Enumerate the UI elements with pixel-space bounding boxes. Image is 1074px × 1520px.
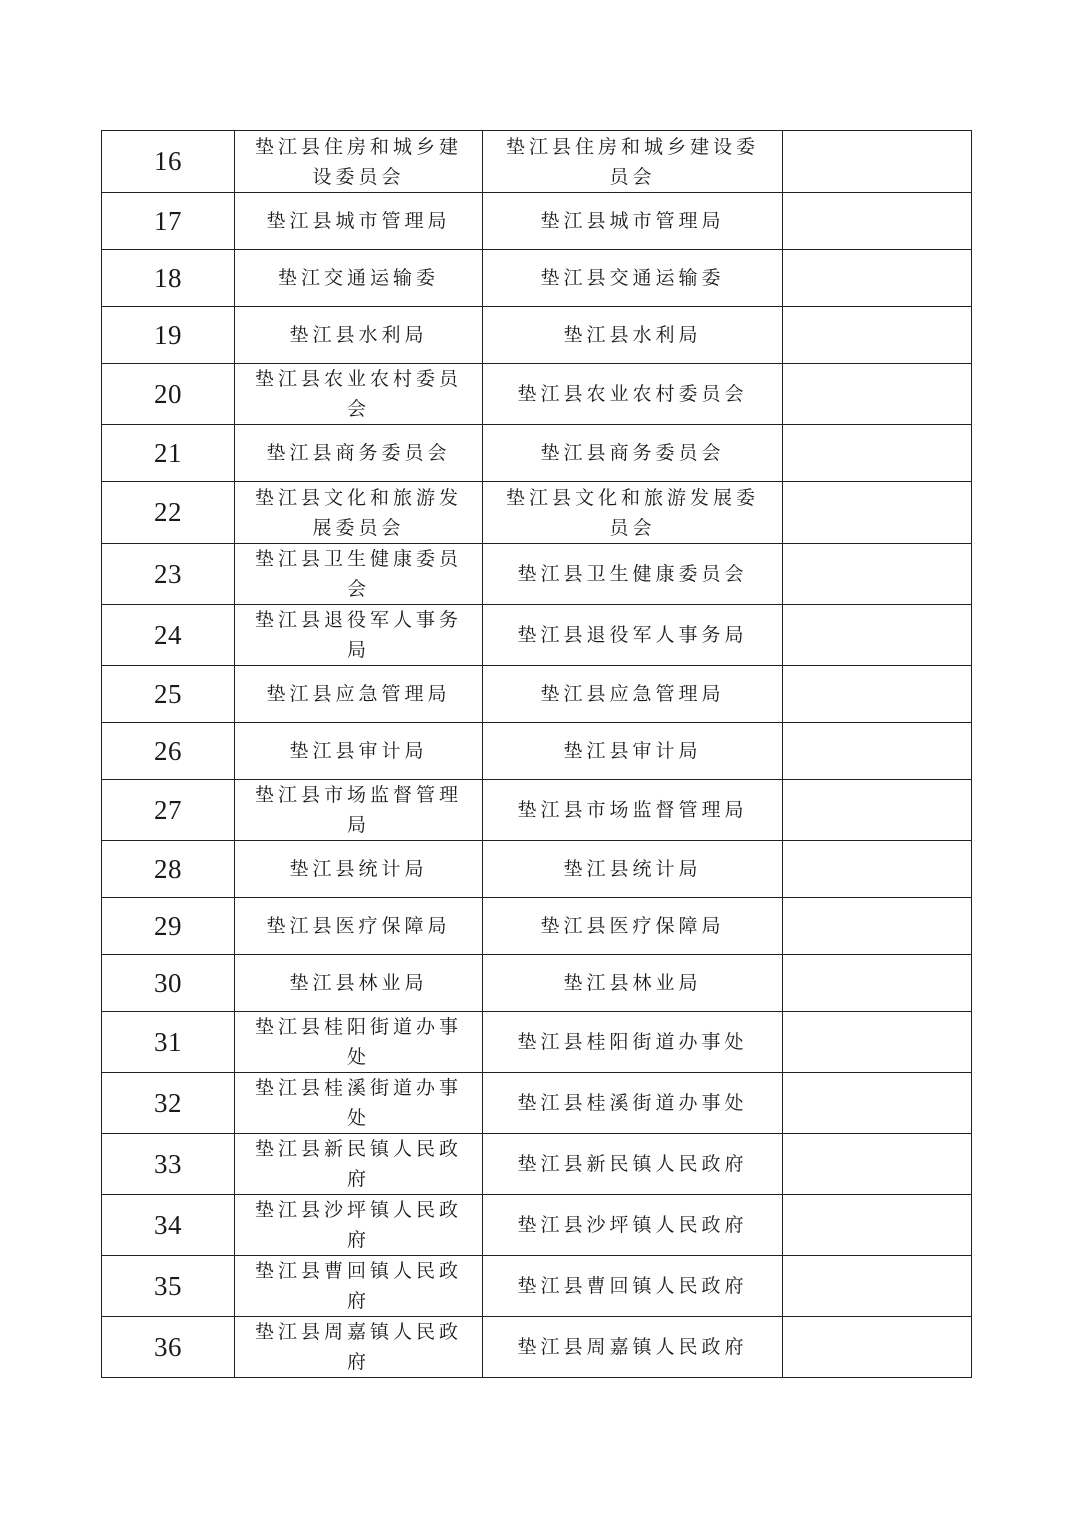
unit-name-confirmed: 垫江县住房和城乡建设委员会 — [505, 135, 759, 188]
table-row — [102, 250, 972, 307]
unit-name-confirmed-cell — [483, 1317, 783, 1378]
note-cell — [783, 250, 972, 307]
unit-name-confirmed-cell — [483, 1012, 783, 1073]
unit-name-cell — [235, 364, 483, 425]
unit-name-confirmed: 垫江县审计局 — [563, 740, 702, 762]
unit-name-confirmed-cell — [483, 1195, 783, 1256]
unit-name-cell — [235, 1256, 483, 1317]
unit-name-confirmed-cell — [483, 780, 783, 841]
table-row — [102, 544, 972, 605]
unit-name-cell — [235, 780, 483, 841]
unit-name: 垫江县林业局 — [289, 972, 428, 994]
unit-name-confirmed: 垫江县文化和旅游发展委员会 — [505, 486, 759, 539]
row-number: 32 — [102, 1073, 235, 1134]
row-number: 35 — [102, 1256, 235, 1317]
unit-name-confirmed: 垫江县市场监督管理局 — [517, 799, 748, 821]
unit-name: 垫江县市场监督管理局 — [254, 784, 462, 836]
unit-name-confirmed: 垫江县应急管理局 — [540, 683, 725, 705]
unit-name-cell — [235, 1012, 483, 1073]
unit-name-confirmed: 垫江县水利局 — [563, 324, 702, 346]
note-cell — [783, 482, 972, 544]
unit-name-confirmed: 垫江县退役军人事务局 — [517, 624, 748, 646]
table-row — [102, 131, 972, 193]
row-number: 25 — [102, 666, 235, 723]
row-number: 26 — [102, 723, 235, 780]
note-cell — [783, 1012, 972, 1073]
unit-name-cell — [235, 1317, 483, 1378]
table-row — [102, 425, 972, 482]
unit-name: 垫江交通运输委 — [277, 267, 439, 289]
row-number: 31 — [102, 1012, 235, 1073]
table-row — [102, 1195, 972, 1256]
unit-name-confirmed: 垫江县新民镇人民政府 — [517, 1153, 748, 1175]
unit-name: 垫江县文化和旅游发展委员会 — [254, 486, 462, 539]
unit-name-cell — [235, 250, 483, 307]
unit-name-cell — [235, 307, 483, 364]
table-row — [102, 1073, 972, 1134]
unit-name-confirmed-cell — [483, 307, 783, 364]
unit-name-confirmed: 垫江县林业局 — [563, 972, 702, 994]
unit-name-confirmed: 垫江县桂阳街道办事处 — [517, 1031, 748, 1053]
unit-name-confirmed-cell — [483, 1134, 783, 1195]
unit-name-cell — [235, 666, 483, 723]
note-cell — [783, 723, 972, 780]
unit-name-confirmed: 垫江县曹回镇人民政府 — [517, 1275, 748, 1297]
row-number: 16 — [102, 131, 235, 193]
unit-name-confirmed-cell — [483, 955, 783, 1012]
note-cell — [783, 544, 972, 605]
note-cell — [783, 364, 972, 425]
row-number: 36 — [102, 1317, 235, 1378]
row-number: 24 — [102, 605, 235, 666]
note-cell — [783, 1195, 972, 1256]
unit-name: 垫江县周嘉镇人民政府 — [254, 1321, 462, 1373]
note-cell — [783, 425, 972, 482]
unit-name-confirmed: 垫江县卫生健康委员会 — [517, 563, 748, 585]
unit-name: 垫江县住房和城乡建设委员会 — [254, 135, 462, 188]
unit-table — [101, 130, 972, 1378]
unit-name-confirmed-cell — [483, 723, 783, 780]
unit-name-confirmed: 垫江县交通运输委 — [540, 267, 725, 289]
unit-name-confirmed: 垫江县商务委员会 — [540, 442, 725, 464]
unit-name-confirmed: 垫江县医疗保障局 — [540, 915, 725, 937]
unit-name-cell — [235, 955, 483, 1012]
note-cell — [783, 605, 972, 666]
table-row — [102, 723, 972, 780]
unit-name-cell — [235, 841, 483, 898]
note-cell — [783, 898, 972, 955]
row-number: 34 — [102, 1195, 235, 1256]
row-number: 19 — [102, 307, 235, 364]
note-cell — [783, 131, 972, 193]
row-number: 22 — [102, 482, 235, 544]
unit-name-confirmed-cell — [483, 250, 783, 307]
unit-name: 垫江县卫生健康委员会 — [254, 548, 462, 600]
unit-name-confirmed: 垫江县周嘉镇人民政府 — [517, 1336, 748, 1358]
unit-name-confirmed: 垫江县城市管理局 — [540, 210, 725, 232]
table-row — [102, 193, 972, 250]
table-row — [102, 1317, 972, 1378]
note-cell — [783, 1134, 972, 1195]
unit-name-cell — [235, 544, 483, 605]
unit-name-cell — [235, 1195, 483, 1256]
row-number: 33 — [102, 1134, 235, 1195]
unit-name-cell — [235, 482, 483, 544]
unit-name: 垫江县农业农村委员会 — [254, 368, 462, 420]
unit-name-confirmed-cell — [483, 425, 783, 482]
table-row — [102, 364, 972, 425]
unit-name: 垫江县商务委员会 — [266, 442, 451, 464]
unit-name-confirmed-cell — [483, 841, 783, 898]
unit-table-body — [102, 131, 972, 1378]
row-number: 23 — [102, 544, 235, 605]
unit-name-confirmed-cell — [483, 193, 783, 250]
unit-name: 垫江县医疗保障局 — [266, 915, 451, 937]
row-number: 28 — [102, 841, 235, 898]
unit-name: 垫江县应急管理局 — [266, 683, 451, 705]
row-number: 30 — [102, 955, 235, 1012]
unit-name: 垫江县新民镇人民政府 — [254, 1138, 462, 1190]
table-row — [102, 1134, 972, 1195]
note-cell — [783, 841, 972, 898]
note-cell — [783, 307, 972, 364]
note-cell — [783, 1317, 972, 1378]
unit-name-confirmed-cell — [483, 898, 783, 955]
unit-name-cell — [235, 131, 483, 193]
table-row — [102, 605, 972, 666]
table-row — [102, 666, 972, 723]
row-number: 29 — [102, 898, 235, 955]
note-cell — [783, 1073, 972, 1134]
unit-name: 垫江县沙坪镇人民政府 — [254, 1199, 462, 1251]
unit-name-confirmed-cell — [483, 364, 783, 425]
unit-name-cell — [235, 1134, 483, 1195]
unit-name: 垫江县曹回镇人民政府 — [254, 1260, 462, 1312]
unit-name-cell — [235, 425, 483, 482]
unit-name-confirmed: 垫江县桂溪街道办事处 — [517, 1092, 748, 1114]
note-cell — [783, 666, 972, 723]
unit-name-confirmed-cell — [483, 1073, 783, 1134]
unit-name-confirmed-cell — [483, 605, 783, 666]
note-cell — [783, 955, 972, 1012]
table-row — [102, 780, 972, 841]
unit-name-confirmed-cell — [483, 131, 783, 193]
unit-table-container — [101, 130, 971, 1378]
row-number: 18 — [102, 250, 235, 307]
unit-name-confirmed-cell — [483, 1256, 783, 1317]
table-row — [102, 307, 972, 364]
table-row — [102, 955, 972, 1012]
unit-name: 垫江县退役军人事务局 — [254, 609, 462, 661]
note-cell — [783, 193, 972, 250]
unit-name-confirmed: 垫江县统计局 — [563, 858, 702, 880]
note-cell — [783, 780, 972, 841]
row-number: 17 — [102, 193, 235, 250]
table-row — [102, 841, 972, 898]
row-number: 20 — [102, 364, 235, 425]
unit-name-cell — [235, 1073, 483, 1134]
row-number: 21 — [102, 425, 235, 482]
table-row — [102, 898, 972, 955]
unit-name-cell — [235, 605, 483, 666]
unit-name: 垫江县桂阳街道办事处 — [254, 1016, 462, 1068]
unit-name-cell — [235, 898, 483, 955]
unit-name-confirmed-cell — [483, 666, 783, 723]
table-row — [102, 1012, 972, 1073]
unit-name-cell — [235, 723, 483, 780]
unit-name-confirmed-cell — [483, 482, 783, 544]
unit-name: 垫江县水利局 — [289, 324, 428, 346]
unit-name: 垫江县审计局 — [289, 740, 428, 762]
unit-name-confirmed: 垫江县农业农村委员会 — [517, 383, 748, 405]
unit-name-confirmed: 垫江县沙坪镇人民政府 — [517, 1214, 748, 1236]
unit-name-cell — [235, 193, 483, 250]
unit-name-confirmed-cell — [483, 544, 783, 605]
unit-name: 垫江县桂溪街道办事处 — [254, 1077, 462, 1129]
table-row — [102, 1256, 972, 1317]
unit-name: 垫江县统计局 — [289, 858, 428, 880]
note-cell — [783, 1256, 972, 1317]
row-number: 27 — [102, 780, 235, 841]
unit-name: 垫江县城市管理局 — [266, 210, 451, 232]
table-row — [102, 482, 972, 544]
